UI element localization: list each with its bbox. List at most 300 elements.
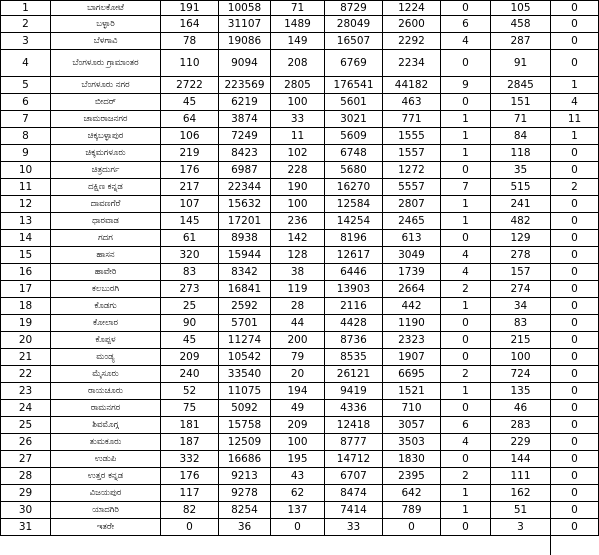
value-cell: 240 [161,366,219,383]
value-cell: 2323 [383,332,441,349]
value-cell: 105 [491,1,551,16]
value-cell: 10058 [219,1,271,16]
value-cell: 1224 [383,1,441,16]
value-cell: 0 [551,332,599,349]
value-cell: 4 [441,434,491,451]
value-cell: 135 [491,383,551,400]
value-cell: 5601 [325,94,383,111]
serial-number-cell: 1 [1,1,51,16]
value-cell: 1 [441,111,491,128]
value-cell: 287 [491,33,551,50]
district-name-cell: ಹಾಸನ [51,247,161,264]
value-cell: 1 [441,485,491,502]
serial-number-cell: 18 [1,298,51,315]
serial-number-cell: 22 [1,366,51,383]
value-cell: 0 [551,400,599,417]
value-cell: 0 [551,247,599,264]
value-cell: 129 [491,230,551,247]
value-cell: 0 [441,349,491,366]
value-cell: 46 [491,400,551,417]
serial-number-cell: 10 [1,162,51,179]
table-row [1,332,599,349]
serial-number-cell: 29 [1,485,51,502]
value-cell: 515 [491,179,551,196]
value-cell: 11274 [219,332,271,349]
value-cell: 4 [551,94,599,111]
district-name-cell: ಯಾದಗಿರಿ [51,502,161,519]
value-cell: 6695 [383,366,441,383]
value-cell: 463 [383,94,441,111]
value-cell: 190 [271,179,325,196]
value-cell: 110 [161,50,219,77]
value-cell: 107 [161,196,219,213]
value-cell: 0 [551,502,599,519]
serial-number-cell: 14 [1,230,51,247]
district-name-cell: ಚಿತ್ರದುರ್ಗ [51,162,161,179]
value-cell: 273 [161,281,219,298]
value-cell: 0 [441,1,491,16]
value-cell: 0 [161,519,219,536]
value-cell: 1190 [383,315,441,332]
value-cell: 283 [491,417,551,434]
value-cell: 100 [271,94,325,111]
value-cell: 4 [441,247,491,264]
value-cell: 142 [271,230,325,247]
value-cell: 75 [161,400,219,417]
value-cell: 9278 [219,485,271,502]
value-cell: 1272 [383,162,441,179]
value-cell: 45 [161,94,219,111]
value-cell: 83 [491,315,551,332]
value-cell: 191 [161,1,219,16]
value-cell: 12418 [325,417,383,434]
value-cell: 223569 [219,77,271,94]
value-cell: 176 [161,162,219,179]
value-cell: 28049 [325,16,383,33]
serial-number-cell: 31 [1,519,51,536]
serial-number-cell: 3 [1,33,51,50]
value-cell: 2807 [383,196,441,213]
value-cell: 9213 [219,468,271,485]
value-cell: 20 [271,366,325,383]
value-cell: 0 [441,332,491,349]
value-cell: 100 [271,434,325,451]
value-cell: 1830 [383,451,441,468]
value-cell: 19086 [219,33,271,50]
value-cell: 642 [383,485,441,502]
value-cell: 8729 [325,1,383,16]
value-cell: 15758 [219,417,271,434]
value-cell: 710 [383,400,441,417]
value-cell: 320 [161,247,219,264]
table-row [1,468,599,485]
value-cell: 2722 [161,77,219,94]
value-cell: 0 [441,162,491,179]
table-row [1,366,599,383]
value-cell: 118 [491,145,551,162]
value-cell: 1 [551,77,599,94]
value-cell: 15632 [219,196,271,213]
value-cell: 228 [271,162,325,179]
district-name-cell: ಚಿಕ್ಕಬಳ್ಳಾಪುರ [51,128,161,145]
value-cell: 71 [271,1,325,16]
value-cell: 12617 [325,247,383,264]
value-cell: 4 [441,33,491,50]
value-cell: 200 [271,332,325,349]
value-cell: 100 [271,196,325,213]
value-cell: 11075 [219,383,271,400]
value-cell: 71 [491,111,551,128]
value-cell: 44 [271,315,325,332]
value-cell: 9419 [325,383,383,400]
value-cell: 3 [491,519,551,536]
value-cell: 181 [161,417,219,434]
value-cell: 164 [161,16,219,33]
table-row [1,417,599,434]
value-cell: 82 [161,502,219,519]
value-cell: 8535 [325,349,383,366]
value-cell: 1 [441,145,491,162]
value-cell: 61 [161,230,219,247]
value-cell: 10542 [219,349,271,366]
value-cell: 16686 [219,451,271,468]
value-cell: 0 [551,315,599,332]
value-cell: 0 [551,1,599,16]
value-cell: 119 [271,281,325,298]
value-cell: 0 [441,315,491,332]
table-row [1,281,599,298]
value-cell: 208 [271,50,325,77]
value-cell: 2805 [271,77,325,94]
serial-number-cell: 2 [1,16,51,33]
value-cell: 613 [383,230,441,247]
value-cell: 0 [551,33,599,50]
serial-number-cell: 27 [1,451,51,468]
value-cell: 11 [271,128,325,145]
value-cell: 137 [271,502,325,519]
district-name-cell: ಬಳ್ಳಾರಿ [51,16,161,33]
value-cell: 8474 [325,485,383,502]
value-cell: 35 [491,162,551,179]
value-cell: 128 [271,247,325,264]
value-cell: 2600 [383,16,441,33]
value-cell: 1489 [271,16,325,33]
district-name-cell: ಕೊಡಗು [51,298,161,315]
value-cell: 117 [161,485,219,502]
value-cell: 83 [161,264,219,281]
district-name-cell: ಕೊಪ್ಪಳ [51,332,161,349]
value-cell: 12509 [219,434,271,451]
district-name-cell: ಬೆಂಗಳೂರು ಗ್ರಾಮಾಂತರ [51,50,161,77]
value-cell: 100 [491,349,551,366]
value-cell: 6446 [325,264,383,281]
table-row [1,196,599,213]
serial-number-cell: 19 [1,315,51,332]
value-cell: 102 [271,145,325,162]
value-cell: 151 [491,94,551,111]
value-cell: 176 [161,468,219,485]
value-cell: 4 [441,264,491,281]
serial-number-cell: 15 [1,247,51,264]
district-name-cell: ತುಮಕೂರು [51,434,161,451]
value-cell: 0 [551,349,599,366]
value-cell: 5092 [219,400,271,417]
value-cell: 1739 [383,264,441,281]
district-name-cell: ವಿಜಯಪುರ [51,485,161,502]
value-cell: 0 [551,417,599,434]
serial-number-cell: 25 [1,417,51,434]
value-cell: 458 [491,16,551,33]
table-row [1,400,599,417]
value-cell: 52 [161,383,219,400]
district-name-cell: ರಾಯಚೂರು [51,383,161,400]
value-cell: 0 [551,434,599,451]
value-cell: 11 [551,111,599,128]
value-cell: 0 [441,451,491,468]
value-cell: 78 [161,33,219,50]
district-name-cell: ಇತರೇ [51,519,161,536]
district-name-cell: ಬೆಂಗಳೂರು ನಗರ [51,77,161,94]
value-cell: 0 [441,94,491,111]
table-row [1,383,599,400]
table-row [1,162,599,179]
value-cell: 33540 [219,366,271,383]
serial-number-cell: 26 [1,434,51,451]
value-cell: 8777 [325,434,383,451]
value-cell: 0 [551,281,599,298]
value-cell: 62 [271,485,325,502]
value-cell: 194 [271,383,325,400]
value-cell: 0 [551,366,599,383]
value-cell: 442 [383,298,441,315]
value-cell: 106 [161,128,219,145]
value-cell: 0 [551,50,599,77]
value-cell: 236 [271,213,325,230]
value-cell: 8938 [219,230,271,247]
serial-number-cell: 11 [1,179,51,196]
value-cell: 2395 [383,468,441,485]
serial-number-cell: 5 [1,77,51,94]
value-cell: 43 [271,468,325,485]
value-cell: 12584 [325,196,383,213]
value-cell: 64 [161,111,219,128]
value-cell: 26121 [325,366,383,383]
right-border-line [550,0,551,555]
value-cell: 332 [161,451,219,468]
value-cell: 0 [551,468,599,485]
value-cell: 2 [441,366,491,383]
value-cell: 38 [271,264,325,281]
value-cell: 8342 [219,264,271,281]
value-cell: 25 [161,298,219,315]
table-row [1,230,599,247]
table-row [1,247,599,264]
value-cell: 3874 [219,111,271,128]
value-cell: 0 [441,230,491,247]
table-row [1,94,599,111]
table-row [1,213,599,230]
value-cell: 14254 [325,213,383,230]
serial-number-cell: 7 [1,111,51,128]
serial-number-cell: 28 [1,468,51,485]
value-cell: 4336 [325,400,383,417]
value-cell: 6 [441,16,491,33]
table-row [1,298,599,315]
value-cell: 13903 [325,281,383,298]
value-cell: 6 [441,417,491,434]
value-cell: 0 [551,519,599,536]
value-cell: 1 [441,213,491,230]
value-cell: 278 [491,247,551,264]
value-cell: 482 [491,213,551,230]
value-cell: 8254 [219,502,271,519]
serial-number-cell: 20 [1,332,51,349]
district-name-cell: ಉಡುಪಿ [51,451,161,468]
value-cell: 771 [383,111,441,128]
table-body [1,1,599,536]
value-cell: 724 [491,366,551,383]
district-name-cell: ಮಂಡ್ಯ [51,349,161,366]
value-cell: 5609 [325,128,383,145]
value-cell: 9 [441,77,491,94]
value-cell: 229 [491,434,551,451]
value-cell: 1 [441,196,491,213]
value-cell: 789 [383,502,441,519]
district-name-cell: ದಾವಣಗೆರೆ [51,196,161,213]
serial-number-cell: 8 [1,128,51,145]
value-cell: 0 [551,145,599,162]
value-cell: 22344 [219,179,271,196]
value-cell: 16841 [219,281,271,298]
district-name-cell: ಹಾವೇರಿ [51,264,161,281]
value-cell: 7 [441,179,491,196]
serial-number-cell: 23 [1,383,51,400]
value-cell: 91 [491,50,551,77]
table-row [1,50,599,77]
value-cell: 90 [161,315,219,332]
table-row [1,16,599,33]
district-name-cell: ಉತ್ತರ ಕನ್ನಡ [51,468,161,485]
value-cell: 33 [271,111,325,128]
district-name-cell: ರಾಮನಗರ [51,400,161,417]
value-cell: 217 [161,179,219,196]
value-cell: 219 [161,145,219,162]
value-cell: 8423 [219,145,271,162]
value-cell: 84 [491,128,551,145]
value-cell: 1 [441,383,491,400]
table-row [1,502,599,519]
table-row [1,434,599,451]
value-cell: 7414 [325,502,383,519]
district-name-cell: ದಕ್ಷಿಣ ಕನ್ನಡ [51,179,161,196]
value-cell: 2234 [383,50,441,77]
value-cell: 3049 [383,247,441,264]
value-cell: 14712 [325,451,383,468]
value-cell: 8196 [325,230,383,247]
value-cell: 149 [271,33,325,50]
value-cell: 6748 [325,145,383,162]
value-cell: 0 [551,451,599,468]
value-cell: 274 [491,281,551,298]
value-cell: 1555 [383,128,441,145]
value-cell: 6707 [325,468,383,485]
serial-number-cell: 24 [1,400,51,417]
district-name-cell: ಗದಗ [51,230,161,247]
value-cell: 144 [491,451,551,468]
value-cell: 215 [491,332,551,349]
table-row [1,33,599,50]
serial-number-cell: 16 [1,264,51,281]
value-cell: 0 [383,519,441,536]
value-cell: 176541 [325,77,383,94]
district-name-cell: ಕಲಬುರಗಿ [51,281,161,298]
district-name-cell: ಧಾರವಾಡ [51,213,161,230]
value-cell: 2292 [383,33,441,50]
value-cell: 31107 [219,16,271,33]
table-row [1,349,599,366]
serial-number-cell: 6 [1,94,51,111]
value-cell: 0 [551,230,599,247]
value-cell: 49 [271,400,325,417]
value-cell: 16507 [325,33,383,50]
district-name-cell: ಚಾಮರಾಜನಗರ [51,111,161,128]
district-name-cell: ಬೀದರ್ [51,94,161,111]
value-cell: 0 [551,162,599,179]
value-cell: 6769 [325,50,383,77]
serial-number-cell: 13 [1,213,51,230]
district-name-cell: ಮೈಸೂರು [51,366,161,383]
value-cell: 33 [325,519,383,536]
table-row [1,179,599,196]
value-cell: 3503 [383,434,441,451]
value-cell: 4428 [325,315,383,332]
value-cell: 9094 [219,50,271,77]
serial-number-cell: 17 [1,281,51,298]
value-cell: 2664 [383,281,441,298]
value-cell: 111 [491,468,551,485]
table-row [1,111,599,128]
value-cell: 0 [551,298,599,315]
value-cell: 51 [491,502,551,519]
value-cell: 2 [441,281,491,298]
serial-number-cell: 9 [1,145,51,162]
value-cell: 1521 [383,383,441,400]
value-cell: 0 [271,519,325,536]
value-cell: 157 [491,264,551,281]
value-cell: 28 [271,298,325,315]
value-cell: 0 [551,383,599,400]
table-row [1,315,599,332]
value-cell: 16270 [325,179,383,196]
value-cell: 2592 [219,298,271,315]
value-cell: 2116 [325,298,383,315]
value-cell: 241 [491,196,551,213]
value-cell: 3057 [383,417,441,434]
table-row [1,1,599,16]
table-row [1,451,599,468]
value-cell: 8736 [325,332,383,349]
value-cell: 6987 [219,162,271,179]
value-cell: 6219 [219,94,271,111]
value-cell: 0 [551,485,599,502]
value-cell: 15944 [219,247,271,264]
value-cell: 209 [161,349,219,366]
value-cell: 34 [491,298,551,315]
value-cell: 195 [271,451,325,468]
value-cell: 5701 [219,315,271,332]
table-row [1,519,599,536]
value-cell: 2845 [491,77,551,94]
